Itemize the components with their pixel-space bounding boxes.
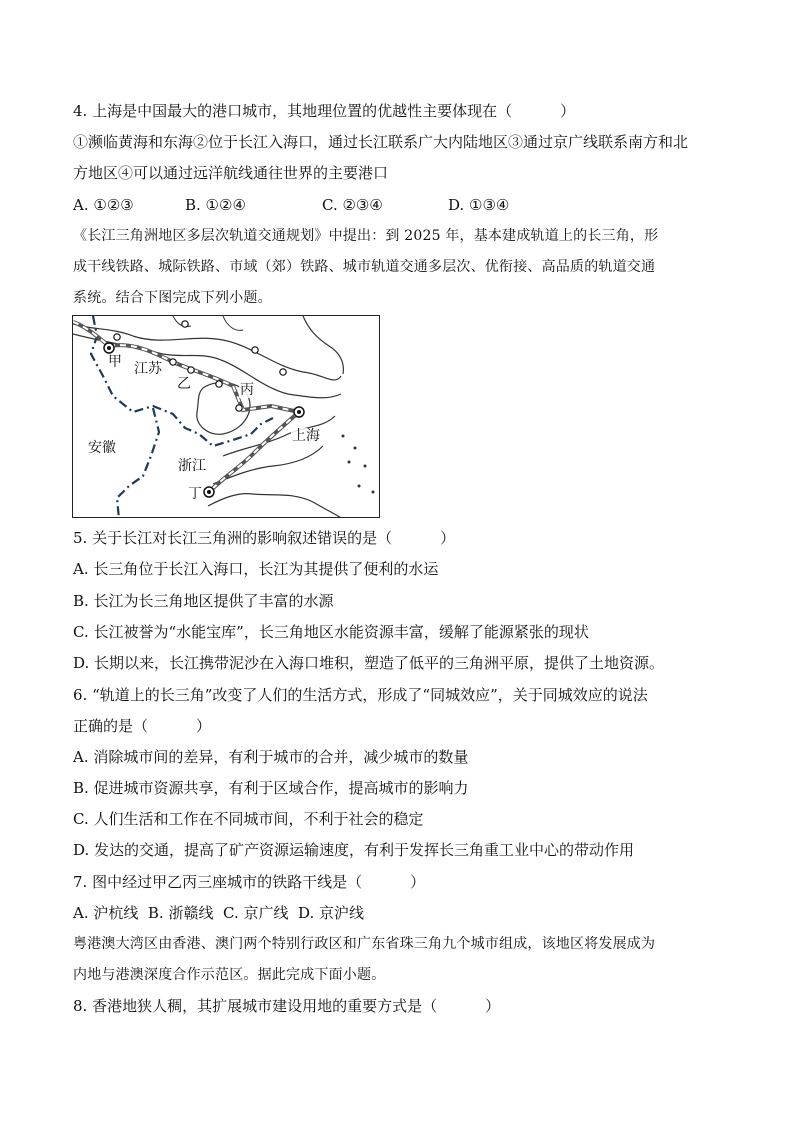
map-label-jia: 甲 bbox=[108, 354, 122, 370]
map-drawing bbox=[73, 316, 380, 518]
q6-option-a[interactable]: A. 消除城市间的差异，有利于城市的合并，减少城市的数量 bbox=[73, 748, 469, 766]
material2-line1: 粤港澳大湾区由香港、澳门两个特别行政区和广东省珠三角九个城市组成，该地区将发展成为 bbox=[73, 936, 656, 952]
map-label-jiangsu: 江苏 bbox=[134, 361, 162, 377]
q4-options bbox=[73, 195, 509, 215]
q6-option-c[interactable]: C. 人们生活和工作在不同城市间，不利于社会的稳定 bbox=[73, 810, 424, 828]
map-label-ding: 丁 bbox=[188, 486, 202, 502]
q5-stem bbox=[73, 528, 455, 548]
map-label-zhejiang: 浙江 bbox=[178, 458, 206, 474]
q6-paren-close: ） bbox=[196, 717, 212, 735]
q5-option-d[interactable]: D. 长期以来，长江携带泥沙在入海口堆积，塑造了低平的三角洲平原，提供了土地资源。 bbox=[73, 654, 665, 672]
yangtze-delta-map bbox=[72, 315, 380, 518]
q7-stem-text: 7. 图中经过甲乙丙三座城市的铁路干线是（ bbox=[73, 873, 363, 891]
q4-option-d[interactable]: D. ①③④ bbox=[448, 196, 510, 214]
q4-stem-text: 4. 上海是中国最大的港口城市，其地理位置的优越性主要体现在（ bbox=[73, 102, 513, 120]
q6-option-b[interactable]: B. 促进城市资源共享，有利于区域合作，提高城市的影响力 bbox=[73, 779, 469, 797]
q4-option-a[interactable]: A. ①②③ bbox=[73, 196, 134, 214]
q5-paren-close: ） bbox=[440, 529, 456, 547]
material1-line1: 《长江三角洲地区多层次轨道交通规划》中提出：到 2025 年，基本建成轨道上的长三角，形 bbox=[73, 228, 659, 244]
q6-option-d[interactable]: D. 发达的交通，提高了矿产资源运输速度，有利于发挥长三角重工业中心的带动作用 bbox=[73, 841, 635, 859]
q4-option-c[interactable]: C. ②③④ bbox=[322, 196, 383, 214]
map-label-yi: 乙 bbox=[177, 376, 191, 392]
q4-choices-line2: 方地区④可以通过远洋航线通往世界的主要港口 bbox=[73, 164, 389, 182]
q8-stem-text: 8. 香港地狭人稠，其扩展城市建设用地的重要方式是（ bbox=[73, 997, 438, 1015]
q4-choices-line1: ①濒临黄海和东海②位于长江入海口，通过长江联系广大内陆地区③通过京广线联系南方和北 bbox=[73, 133, 689, 151]
q6-stem-line1: 6. “轨道上的长三角”改变了人们的生活方式，形成了“同城效应”，关于同城效应的说法 bbox=[73, 686, 648, 704]
q7-options[interactable]: A. 沪杭线 B. 浙赣线 C. 京广线 D. 京沪线 bbox=[73, 904, 365, 922]
q7-stem bbox=[73, 872, 425, 892]
map-label-anhui: 安徽 bbox=[88, 440, 116, 456]
q5-option-b[interactable]: B. 长江为长三角地区提供了丰富的水源 bbox=[73, 592, 334, 610]
q5-option-c[interactable]: C. 长江被誉为“水能宝库”，长三角地区水能资源丰富，缓解了能源紧张的现状 bbox=[73, 623, 589, 641]
q8-paren-close: ） bbox=[485, 997, 501, 1015]
q8-stem bbox=[73, 996, 500, 1016]
q6-stem-text: 正确的是（ bbox=[73, 717, 149, 735]
q4-paren-close: ） bbox=[560, 102, 576, 120]
q5-option-a[interactable]: A. 长三角位于长江入海口，长江为其提供了便利的水运 bbox=[73, 560, 439, 578]
q4-stem bbox=[73, 101, 575, 121]
material2-line2: 内地与港澳深度合作示范区。据此完成下面小题。 bbox=[73, 967, 386, 983]
map-label-bing: 丙 bbox=[240, 382, 254, 398]
q5-stem-text: 5. 关于长江对长江三角洲的影响叙述错误的是（ bbox=[73, 529, 393, 547]
q7-paren-close: ） bbox=[410, 873, 426, 891]
q6-stem-line2 bbox=[73, 716, 211, 736]
material1-line2: 成干线铁路、城际铁路、市域（郊）铁路、城市轨道交通多层次、优衔接、高品质的轨道交通 bbox=[73, 259, 656, 275]
map-label-shanghai: 上海 bbox=[292, 428, 320, 444]
q4-option-b[interactable]: B. ①②④ bbox=[185, 196, 246, 214]
material1-line3: 系统。结合下图完成下列小题。 bbox=[73, 290, 272, 306]
